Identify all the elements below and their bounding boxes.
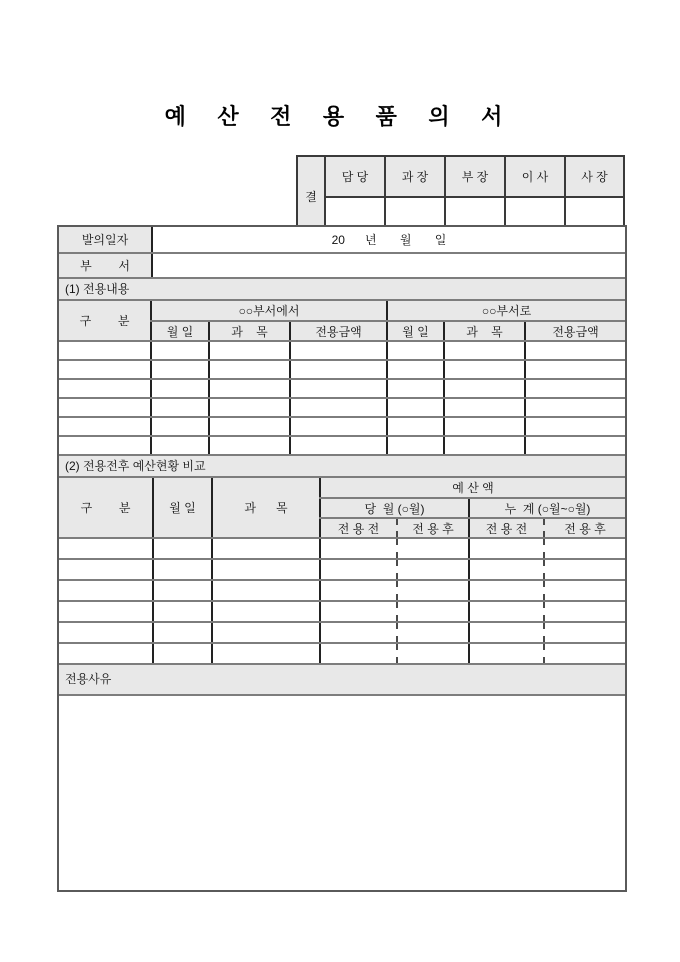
t2-cell	[59, 601, 153, 622]
t1-cell	[151, 360, 209, 379]
t1-cell	[525, 436, 625, 455]
t1-cell	[290, 379, 387, 398]
table-row	[59, 436, 625, 455]
t1-cell	[290, 341, 387, 360]
t2-cell	[469, 580, 544, 601]
t2-cell	[153, 643, 212, 664]
t2-cell	[153, 559, 212, 580]
t1-cell	[387, 417, 444, 436]
approval-col-president: 사 장	[565, 156, 624, 197]
t1-cell	[209, 436, 290, 455]
t1-cell	[290, 360, 387, 379]
t2-cell	[544, 538, 625, 559]
table-row	[59, 643, 625, 664]
t1-cell	[209, 379, 290, 398]
t2-cell	[153, 622, 212, 643]
t1-cell	[444, 417, 525, 436]
department-value	[152, 253, 625, 278]
t1-cell	[387, 360, 444, 379]
t2-cell	[544, 559, 625, 580]
t2-this-month-group-header: 당 월 (○월)	[320, 498, 469, 518]
t1-cell	[59, 341, 151, 360]
t1-cell	[59, 398, 151, 417]
t1-cell	[59, 417, 151, 436]
table-row	[59, 398, 625, 417]
t2-cell	[397, 601, 469, 622]
t1-cell	[444, 379, 525, 398]
t1-cell	[290, 436, 387, 455]
t1-to-dept-group-header: ○○부서로	[387, 301, 625, 321]
t2-cell	[320, 622, 397, 643]
t1-cell	[151, 436, 209, 455]
t2-cell	[153, 538, 212, 559]
t1-cell	[525, 379, 625, 398]
t1-cell	[209, 360, 290, 379]
t2-cell	[469, 643, 544, 664]
t1-cell	[525, 360, 625, 379]
proposal-date-value: 20 년 월 일	[152, 227, 625, 253]
t1-from-date-header: 월 일	[151, 321, 209, 341]
t1-cell	[444, 436, 525, 455]
t1-from-account-header: 과 목	[209, 321, 290, 341]
t1-cell	[387, 341, 444, 360]
section3-title: 전용사유	[59, 665, 625, 696]
table-row	[59, 538, 625, 559]
t2-cell	[212, 580, 320, 601]
table-row	[59, 360, 625, 379]
transfer-contents-table	[59, 301, 625, 456]
approval-col-section-chief: 과 장	[385, 156, 445, 197]
t2-account-header: 과 목	[212, 478, 320, 538]
t2-cell	[469, 559, 544, 580]
t2-before-header: 전 용 전	[469, 518, 544, 538]
t2-cell	[153, 601, 212, 622]
t2-cell	[320, 580, 397, 601]
t2-cell	[397, 559, 469, 580]
t1-cell	[209, 417, 290, 436]
t2-cell	[544, 622, 625, 643]
transfer-reason-area	[59, 696, 625, 856]
t1-cell	[525, 398, 625, 417]
t1-cell	[444, 398, 525, 417]
t1-cell	[59, 436, 151, 455]
t2-cell	[544, 601, 625, 622]
table-row	[59, 601, 625, 622]
t2-cell	[544, 580, 625, 601]
table-row	[59, 379, 625, 398]
t2-cell	[59, 538, 153, 559]
department-label: 부 서	[59, 253, 152, 278]
approval-col-dept-head: 부 장	[445, 156, 505, 197]
t2-cell	[320, 559, 397, 580]
t2-cell	[59, 622, 153, 643]
t1-cell	[151, 417, 209, 436]
t1-cell	[525, 417, 625, 436]
t2-cell	[212, 643, 320, 664]
t1-category-header: 구 분	[59, 301, 151, 341]
t1-cell	[209, 398, 290, 417]
t1-cell	[209, 341, 290, 360]
t1-cell	[387, 436, 444, 455]
approval-col-staff: 담 당	[325, 156, 385, 197]
section1-title: (1) 전용내용	[59, 279, 625, 301]
t1-cell	[387, 398, 444, 417]
t2-cell	[320, 601, 397, 622]
t2-category-header: 구 분	[59, 478, 153, 538]
t2-cell	[469, 622, 544, 643]
budget-comparison-table	[59, 478, 625, 665]
t1-to-amount-header: 전용금액	[525, 321, 625, 341]
approval-col-director: 이 사	[505, 156, 565, 197]
t2-cell	[59, 559, 153, 580]
t1-cell	[59, 379, 151, 398]
table-row	[59, 622, 625, 643]
t2-cell	[212, 559, 320, 580]
t2-after-header: 전 용 후	[397, 518, 469, 538]
proposal-date-label: 발의일자	[59, 227, 152, 253]
table-row	[59, 559, 625, 580]
t1-cell	[151, 379, 209, 398]
t2-cell	[59, 580, 153, 601]
t2-cell	[397, 538, 469, 559]
t1-cell	[151, 398, 209, 417]
t2-cumulative-group-header: 누 계 (○월~○월)	[469, 498, 625, 518]
t2-cell	[212, 622, 320, 643]
t2-cell	[320, 643, 397, 664]
t2-cell	[153, 580, 212, 601]
t1-cell	[444, 360, 525, 379]
t2-cell	[212, 601, 320, 622]
t2-cell	[397, 580, 469, 601]
t1-to-account-header: 과 목	[444, 321, 525, 341]
form-body	[57, 225, 627, 892]
t2-cell	[59, 643, 153, 664]
table-row	[59, 417, 625, 436]
t2-after-header: 전 용 후	[544, 518, 625, 538]
t1-cell	[59, 360, 151, 379]
table-row	[59, 580, 625, 601]
t1-cell	[151, 341, 209, 360]
t1-cell	[290, 398, 387, 417]
table-row	[59, 341, 625, 360]
page-title: 예 산 전 용 품 의 서	[164, 104, 516, 129]
t2-date-header: 월 일	[153, 478, 212, 538]
t2-before-header: 전 용 전	[320, 518, 397, 538]
approval-label-top: 결	[305, 190, 317, 204]
t2-cell	[469, 601, 544, 622]
t2-cell	[320, 538, 397, 559]
section2-title: (2) 전용전후 예산현황 비교	[59, 456, 625, 478]
t2-cell	[397, 643, 469, 664]
t1-cell	[525, 341, 625, 360]
t2-cell	[469, 538, 544, 559]
t1-from-amount-header: 전용금액	[290, 321, 387, 341]
t1-cell	[444, 341, 525, 360]
t2-budget-group-header: 예 산 액	[320, 478, 625, 498]
t1-cell	[387, 379, 444, 398]
t1-cell	[290, 417, 387, 436]
t1-from-dept-group-header: ○○부서에서	[151, 301, 387, 321]
t1-to-date-header: 월 일	[387, 321, 444, 341]
t2-cell	[544, 643, 625, 664]
info-table	[59, 227, 625, 279]
t2-cell	[212, 538, 320, 559]
t2-cell	[397, 622, 469, 643]
